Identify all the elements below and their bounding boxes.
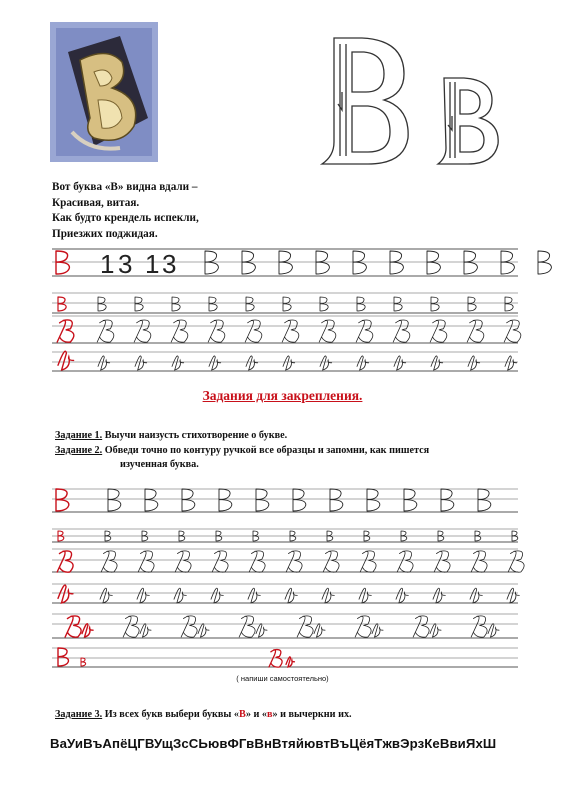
trace-letter <box>355 616 371 637</box>
trace-letter: 1 <box>100 249 115 279</box>
trace-letter <box>246 356 258 370</box>
trace-letter <box>314 624 325 637</box>
task-2-text: Обведи точно по контуру ручкой все образцы и запомни, как пишется <box>102 445 430 456</box>
trace-letter <box>538 251 551 274</box>
sample-letter <box>58 351 74 370</box>
letter-row: ВаУиВъАпёЦГВУщЗсСЬювФГвВнВтяйювтВъЦёяТжвЭрзКеВвиЯхШ <box>50 736 497 751</box>
trace-letter <box>182 489 195 511</box>
trace-letter <box>245 320 262 342</box>
trace-letter <box>471 616 487 637</box>
trace-letter <box>98 297 106 311</box>
trace-letter <box>256 624 267 637</box>
trace-letter <box>430 624 441 637</box>
trace-letter <box>372 624 383 637</box>
trace-letter <box>65 616 81 637</box>
trace-letter <box>242 251 255 274</box>
sample-letter <box>81 658 86 666</box>
trace-letter <box>138 551 154 572</box>
trace-letter <box>283 297 291 311</box>
trace-letter <box>430 320 447 342</box>
trace-letter <box>467 320 484 342</box>
trace-letter <box>320 356 332 370</box>
trace-letter <box>360 551 376 572</box>
task-3-label: Задание 3. <box>55 709 103 720</box>
trace-letter: 1 <box>145 249 160 279</box>
task-3-text-a: Из всех букв выбери буквы « <box>102 709 240 720</box>
trace-letter <box>468 356 480 370</box>
sample-letter <box>58 585 73 603</box>
trace-letter <box>286 551 302 572</box>
sample-letter <box>58 648 68 666</box>
trace-letter <box>431 297 439 311</box>
trace-letter <box>433 588 445 603</box>
trace-letter <box>219 489 232 511</box>
poem-line: Как будто крендель испекли, <box>52 212 199 225</box>
trace-letter <box>397 551 413 572</box>
trace-letter <box>357 297 365 311</box>
trace-letter <box>505 297 513 311</box>
sample-letter <box>56 489 69 511</box>
trace-letter <box>319 320 336 342</box>
trace-letter <box>134 320 151 342</box>
trace-letter <box>249 551 265 572</box>
trace-letter <box>356 320 373 342</box>
trace-letter <box>209 297 217 311</box>
trace-letter <box>135 356 147 370</box>
trace-letter <box>434 551 450 572</box>
trace-letter <box>320 297 328 311</box>
trace-letter <box>181 616 197 637</box>
trace-letter <box>279 251 292 274</box>
trace-letter <box>394 297 402 311</box>
sample-letter <box>58 297 66 311</box>
poem-line: Приезжих поджидая. <box>52 227 158 240</box>
trace-letter <box>297 616 313 637</box>
tasks-title: Задания для закрепления. <box>202 388 363 403</box>
trace-letter <box>171 320 188 342</box>
trace-letter <box>330 489 343 511</box>
sample-letter <box>57 320 74 342</box>
task-3-letter-lower: в <box>266 709 273 720</box>
trace-letter <box>413 616 429 637</box>
trace-letter <box>256 489 269 511</box>
poem-line: Вот буква «В» видна вдали – <box>52 181 198 193</box>
trace-letter <box>353 251 366 274</box>
trace-letter <box>508 551 524 572</box>
trace-letter <box>501 251 514 274</box>
sample-letter <box>269 650 282 668</box>
sample-letter <box>57 551 73 572</box>
trace-letter <box>82 624 93 637</box>
trace-letter <box>212 551 228 572</box>
task-2-label: Задание 2. <box>55 445 103 456</box>
trace-letter <box>135 297 143 311</box>
trace-letter <box>98 356 110 370</box>
task-3-text-b: » и « <box>245 709 267 720</box>
trace-letter <box>357 356 369 370</box>
trace-letter <box>211 588 223 603</box>
sample-letter <box>56 251 69 274</box>
task-3-text-c: » и вычеркни их. <box>272 709 352 720</box>
trace-letter <box>205 251 218 274</box>
trace-letter <box>504 320 521 342</box>
trace-letter <box>198 624 209 637</box>
task-2-text-cont: изученная буква. <box>120 459 199 470</box>
trace-letter <box>293 489 306 511</box>
task-1 <box>55 430 287 441</box>
poem-line: Красивая, витая. <box>52 196 140 209</box>
trace-letter <box>468 297 476 311</box>
trace-letter <box>507 588 519 603</box>
trace-letter <box>322 588 334 603</box>
trace-letter <box>396 588 408 603</box>
trace-letter <box>404 489 417 511</box>
trace-letter <box>209 356 221 370</box>
trace-letter <box>172 356 184 370</box>
trace-letter <box>100 588 112 603</box>
task-3 <box>55 709 352 720</box>
trace-letter <box>108 489 121 511</box>
trace-letter <box>175 551 191 572</box>
write-yourself-hint: ( напиши самостоятельно) <box>236 674 329 683</box>
trace-letter <box>478 489 491 511</box>
trace-letter <box>316 251 329 274</box>
trace-letter: 3 <box>118 249 133 279</box>
trace-letter <box>239 616 255 637</box>
trace-letter <box>145 489 158 511</box>
trace-letter <box>97 320 114 342</box>
trace-letter <box>505 356 517 370</box>
trace-letter <box>283 356 295 370</box>
trace-letter <box>464 251 477 274</box>
trace-letter <box>208 320 225 342</box>
trace-letter: 3 <box>162 249 177 279</box>
task-2 <box>55 445 429 456</box>
trace-letter <box>390 251 403 274</box>
trace-letter <box>248 588 260 603</box>
trace-letter <box>427 251 440 274</box>
trace-letter <box>323 551 339 572</box>
trace-letter <box>471 551 487 572</box>
trace-letter <box>137 588 149 603</box>
trace-letter <box>393 320 410 342</box>
trace-letter <box>172 297 180 311</box>
trace-letter <box>394 356 406 370</box>
trace-letter <box>470 588 482 603</box>
trace-letter <box>441 489 454 511</box>
trace-letter <box>282 320 299 342</box>
sample-letter <box>286 657 294 667</box>
trace-letter <box>140 624 151 637</box>
trace-letter <box>367 489 380 511</box>
trace-letter <box>431 356 443 370</box>
task-3-letter-upper: В <box>239 709 246 720</box>
trace-letter <box>246 297 254 311</box>
task-1-text: Выучи наизусть стихотворение о букве. <box>102 430 288 441</box>
trace-letter <box>101 551 117 572</box>
trace-letter <box>488 624 499 637</box>
trace-letter <box>359 588 371 603</box>
task-1-label: Задание 1. <box>55 430 103 441</box>
trace-letter <box>123 616 139 637</box>
trace-letter <box>174 588 186 603</box>
trace-letter <box>285 588 297 603</box>
